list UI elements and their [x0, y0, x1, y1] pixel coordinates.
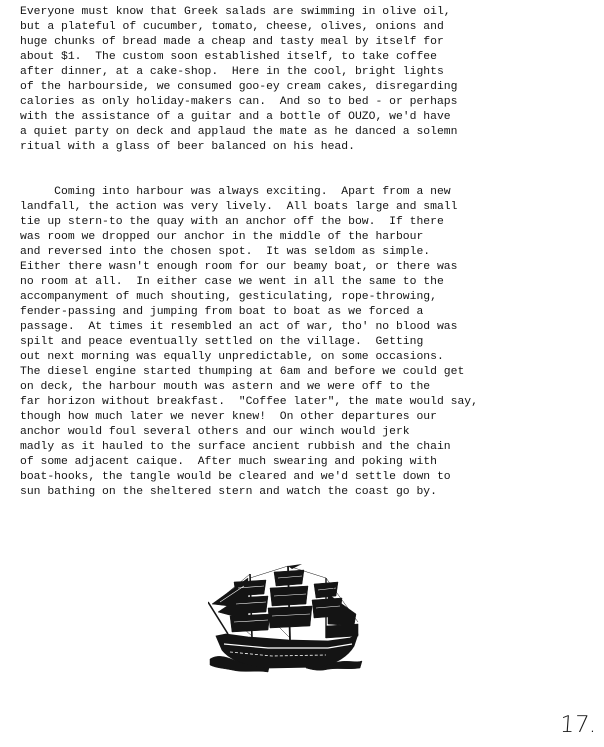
paragraph-2 [20, 185, 600, 500]
text-line: was room we dropped our anchor in the middle of the harbour [20, 231, 424, 243]
text-line: landfall, the action was very lively. All boats large and small [20, 201, 458, 213]
text-line: after dinner, at a cake-shop. Here in the cool, bright lights [20, 66, 444, 78]
text-line: on deck, the harbour mouth was astern and we were off to the [20, 381, 431, 393]
sailing-ship-icon [208, 564, 364, 676]
text-line: of the harbourside, we consumed goo-ey cream cakes, disregarding [20, 81, 458, 93]
text-line: madly as it hauled to the surface ancient rubbish and the chain [20, 441, 451, 453]
text-line: tie up stern-to the quay with an anchor off the bow. If there [20, 216, 444, 228]
text-line: Everyone must know that Greek salads are swimming in olive oil, [20, 6, 451, 18]
text-line: huge chunks of bread made a cheap and tasty meal by itself for [20, 36, 444, 48]
text-line: sun bathing on the sheltered stern and watch the coast go by. [20, 486, 437, 498]
text-line: Either there wasn't enough room for our beamy boat, or there was [20, 261, 458, 273]
text-line: of some adjacent caique. After much swearing and poking with [20, 456, 437, 468]
text-line: with the assistance of a guitar and a bottle of OUZO, we'd have [20, 111, 451, 123]
text-line: calories as only holiday-makers can. And so to bed - or perhaps [20, 96, 458, 108]
text-line: out next morning was equally unpredictable, on some occasions. [20, 351, 444, 363]
text-line: Coming into harbour was always exciting. Apart from a new [20, 186, 451, 198]
text-line: a quiet party on deck and applaud the mate as he danced a solemn [20, 126, 458, 138]
text-line: no room at all. In either case we went in all the same to the [20, 276, 444, 288]
text-line: though how much later we never knew! On other departures our [20, 411, 437, 423]
text-line: far horizon without breakfast. "Coffee later", the mate would say, [20, 396, 478, 408]
page-number: 17. [559, 712, 598, 738]
text-line: but a plateful of cucumber, tomato, cheese, olives, onions and [20, 21, 444, 33]
text-line: about $1. The custom soon established itself, to take coffee [20, 51, 437, 63]
text-line: spilt and peace eventually settled on the village. Getting [20, 336, 424, 348]
text-line: and reversed into the chosen spot. It was seldom as simple. [20, 246, 431, 258]
text-line: anchor would foul several others and our winch would jerk [20, 426, 410, 438]
text-line: boat-hooks, the tangle would be cleared and we'd settle down to [20, 471, 451, 483]
text-line: fender-passing and jumping from boat to boat as we forced a [20, 306, 424, 318]
text-line: ritual with a glass of beer balanced on his head. [20, 141, 355, 153]
text-line: passage. At times it resembled an act of war, tho' no blood was [20, 321, 458, 333]
text-line: The diesel engine started thumping at 6am and before we could get [20, 366, 465, 378]
text-line: accompanyment of much shouting, gesticulating, rope-throwing, [20, 291, 437, 303]
paragraph-1 [20, 5, 600, 155]
